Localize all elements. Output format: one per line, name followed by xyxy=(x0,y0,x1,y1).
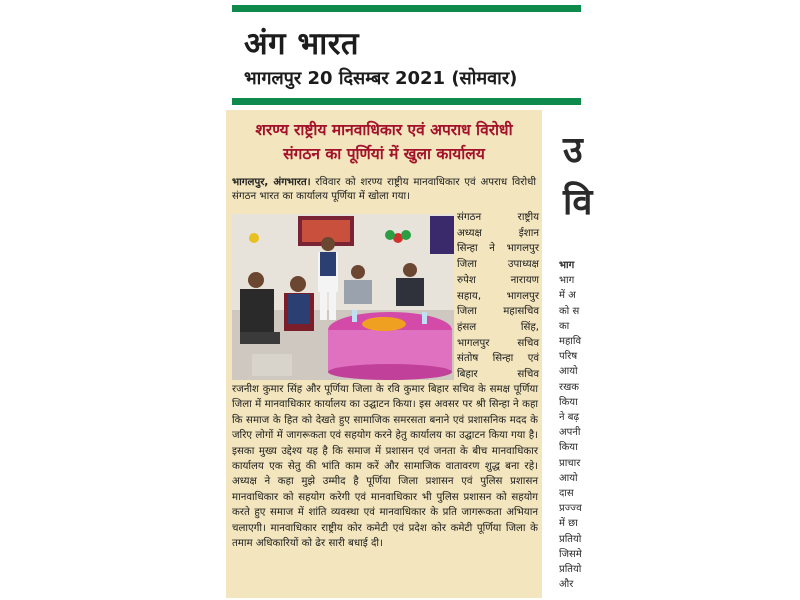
top-rule xyxy=(232,5,581,12)
side-line: भागलपुर सचिव xyxy=(457,337,539,349)
neighbor-column-line: अपनी xyxy=(559,427,581,439)
side-line: जिला महासचिव xyxy=(457,306,539,318)
neighbor-column-line: परिष xyxy=(559,351,578,363)
event-photo xyxy=(232,214,454,380)
side-line: जिला उपाध्यक्ष xyxy=(457,259,539,271)
neighbor-column-line: प्राचार xyxy=(559,457,581,469)
side-line: बिहार सचिव xyxy=(457,369,539,381)
neighbor-column-line: आयो xyxy=(559,472,578,484)
neighbor-column-line: जिसमे xyxy=(559,548,582,560)
side-line: संगठन राष्ट्रीय xyxy=(457,212,539,223)
event-photo-image xyxy=(232,214,454,380)
neighbor-column-line: को स xyxy=(559,305,580,317)
photo-side-column xyxy=(457,210,539,383)
side-line: सिन्हा ने भागलपुर xyxy=(457,243,539,255)
neighbor-column-line: में छा xyxy=(559,518,578,530)
headline xyxy=(226,118,542,166)
neighbor-headline-fragment-1: उ xyxy=(563,130,583,171)
neighbor-column-line: प्रज्ज्व xyxy=(559,503,582,515)
lead-text: रविवार को शरण्य राष्ट्रीय मानवाधिकार एवं अपराध विरोधी संगठन भारत का कार्यालय पूर्णिया में खोला गया। xyxy=(232,177,537,202)
neighbor-column-line: और xyxy=(559,579,574,591)
side-line: हंसल सिंह, xyxy=(457,321,539,333)
bottom-rule xyxy=(232,98,581,105)
neighbor-column-line: में अ xyxy=(559,290,576,302)
neighbor-column-line: किया xyxy=(559,442,578,454)
side-line: संतोष सिन्हा एवं xyxy=(457,353,539,365)
article-body: रजनीश कुमार सिंह और पूर्णिया जिला के रवि कुमार बिहार सचिव के समक्ष पूर्णिया जिला में मानवाधिकार कार्यालय का उद्घाटन किया। इस अवसर पर श्री सिन्हा ने कहा कि समाज के हित को देखते हुए सामाजिक समरसता बनाने एवं प्रशासनिक मदद के जरिए लोगों में जागरूकता एवं सहयोग करने हेतु कार्यालय का उद्घाटन किया गया है। इसका मुख्य उद्देश्य यह है कि समाज में प्रशासन एवं जनता के बीच मानवाधिकार कार्यालय एक सेतु की भांति काम करें और सामाजिक वातावरण शुद्ध बना रहे। अध्यक्ष ने कहा मुझे उम्मीद है पूर्णिया जिला प्रशासन एवं पुलिस प्रशासन मानवाधिकार को सहयोग करेगी एवं मानवाधिकार भी पुलिस प्रशासन को सहयोग करते हुए समाज में शांति व्यवस्था एवं मानवाधिकार के प्रति जागरूकता अभियान चलाएगी। मानवाधिकार राष्ट्रीय कोर कमेटी एवं प्रदेश कोर कमेटी पूर्णिया जिला के तमाम अधिकारियों को ढेर सारी बधाई दी। xyxy=(232,384,538,550)
neighbor-clipping xyxy=(555,110,800,600)
neighbor-column-line: आयो xyxy=(559,366,578,378)
side-line: सहाय, भागलपुर xyxy=(457,290,539,302)
neighbor-column-line: दास xyxy=(559,488,574,500)
neighbor-column-line: प्रतियो xyxy=(559,533,582,545)
news-clipping xyxy=(226,110,542,598)
neighbor-column-fragment xyxy=(559,258,599,592)
neighbor-column-line: ने बढ़ xyxy=(559,412,580,424)
neighbor-column-line: भाग xyxy=(559,275,575,287)
neighbor-column-line: प्रतियो xyxy=(559,564,582,576)
neighbor-column-line: भाग xyxy=(559,260,575,271)
lead-place: भागलपुर, अंगभारत। xyxy=(232,177,311,188)
neighbor-headline-fragment-2: वि xyxy=(563,182,593,223)
dateline: भागलपुर 20 दिसम्बर 2021 (सोमवार) xyxy=(244,68,518,89)
neighbor-column-line: महावि xyxy=(559,336,582,348)
neighbor-column-line: रखक xyxy=(559,381,579,393)
lead-paragraph xyxy=(232,176,536,204)
newspaper-masthead: अंग भारत xyxy=(244,26,360,62)
side-line: अध्यक्ष ईशान xyxy=(457,227,539,239)
neighbor-column-line: का xyxy=(559,320,570,332)
headline-line-1: शरण्य राष्ट्रीय मानवाधिकार एवं अपराध विरोधी xyxy=(255,121,513,139)
side-line: रुपेश नारायण xyxy=(457,274,539,286)
neighbor-column-line: किया xyxy=(559,396,578,408)
headline-line-2: संगठन का पूर्णियां में खुला कार्यालय xyxy=(283,145,485,163)
